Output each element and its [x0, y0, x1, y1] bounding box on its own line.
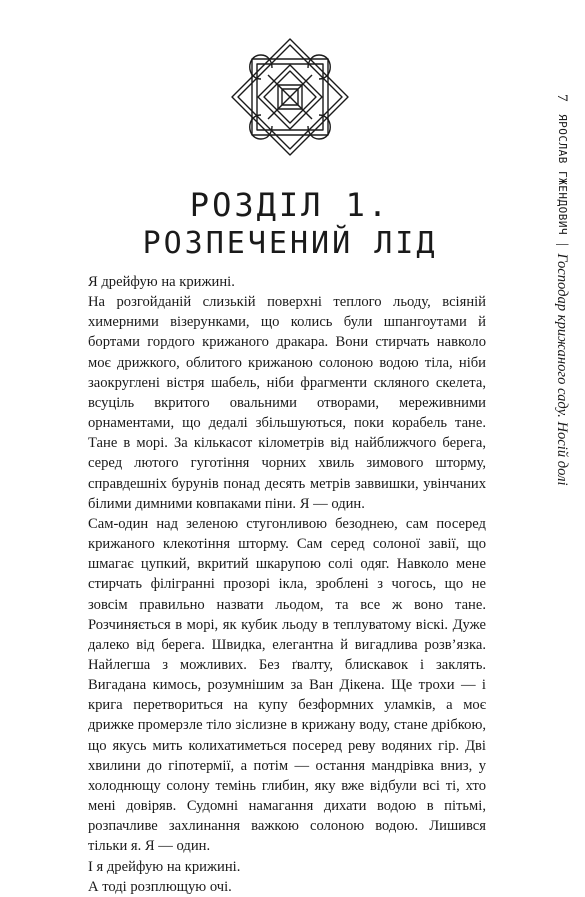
paragraph: На розгойданій слизькій поверхні теплого льоду, всіяній химерними візерунками, що колись були шпангоутами й бортами гордого крижаного дракара. Вони стирчать навколо моє дрижкого, облитого крижаною солоною водою тіла, ніби заокруглені вістря шабель, ніби фрагменти скляного скелета, всуціль вкритого овальними отворами, мереживними орнаментами, що дедалі збільшуються, поки корабель тане. Тане в морі. За кількасот кілометрів від найближчого берега, серед лютого гуготіння чорних хвиль зимового шторму, справдешніх бурунів понад десять метрів заввишки, увінчаних білими димними ковпаками піни. Я — один. — [88, 294, 486, 512]
celtic-knot-ornament — [228, 35, 352, 159]
running-head-author: ЯРОСЛАВ ГЖЕНДОВИЧ — [556, 113, 569, 235]
paragraph: А тоді розплющую очі. — [88, 878, 232, 895]
celtic-knot-icon — [228, 35, 352, 159]
paragraph: Сам-один над зеленою стугонливою безоднею, сам посеред крижаного клекотіння шторму. Сам серед солоної завії, що шмагає цупкий, вкритий шкарупою солі одяг. Навколо мене стирчать філігранні прозорі ікла, зроблені з чогось, що не зовсім правильно назвати льодом, та все ж воно тане. Розчиняється в морі, як кубик льоду в теплуватому віскі. Дуже далеко від берега. Швидка, елегантна й вигадлива розв’язка. Найлегша з можливих. Без ґвалту, блискавок і заклять. Вигадана кимось, розумнішим за Ван Дікена. Ще трохи — і крига перетвориться на купу безформних уламків, а моє дрижке промерзле тіло зіслизне в крижану воду, стане дрібкою, що якусь мить колихатиметься посеред реву водяних гір. Дві хвилини до гіпотермії, а потім — остання мандрівка вниз, у холоднющу солону темінь глибин, яку вже відбули всі ті, хто мені довіряв. Судомні намагання дихати водою в пітьмі, розпачливе захлинання важкою солоною водою. Лишився тільки я. Я — один. — [88, 515, 486, 855]
paragraph: Я дрейфую на крижині. — [88, 274, 235, 290]
running-head — [552, 94, 572, 486]
chapter-title: РОЗПЕЧЕНИЙ ЛІД — [142, 226, 438, 261]
running-head-book-title: Господар крижаного саду. Носій долі — [554, 253, 570, 486]
page-number: 7 — [554, 94, 570, 102]
running-head-separator: | — [555, 242, 570, 246]
paragraph: І я дрейфую на крижині. — [88, 858, 241, 875]
chapter-number: РОЗДІЛ 1. — [189, 186, 391, 224]
chapter-body — [88, 272, 486, 897]
